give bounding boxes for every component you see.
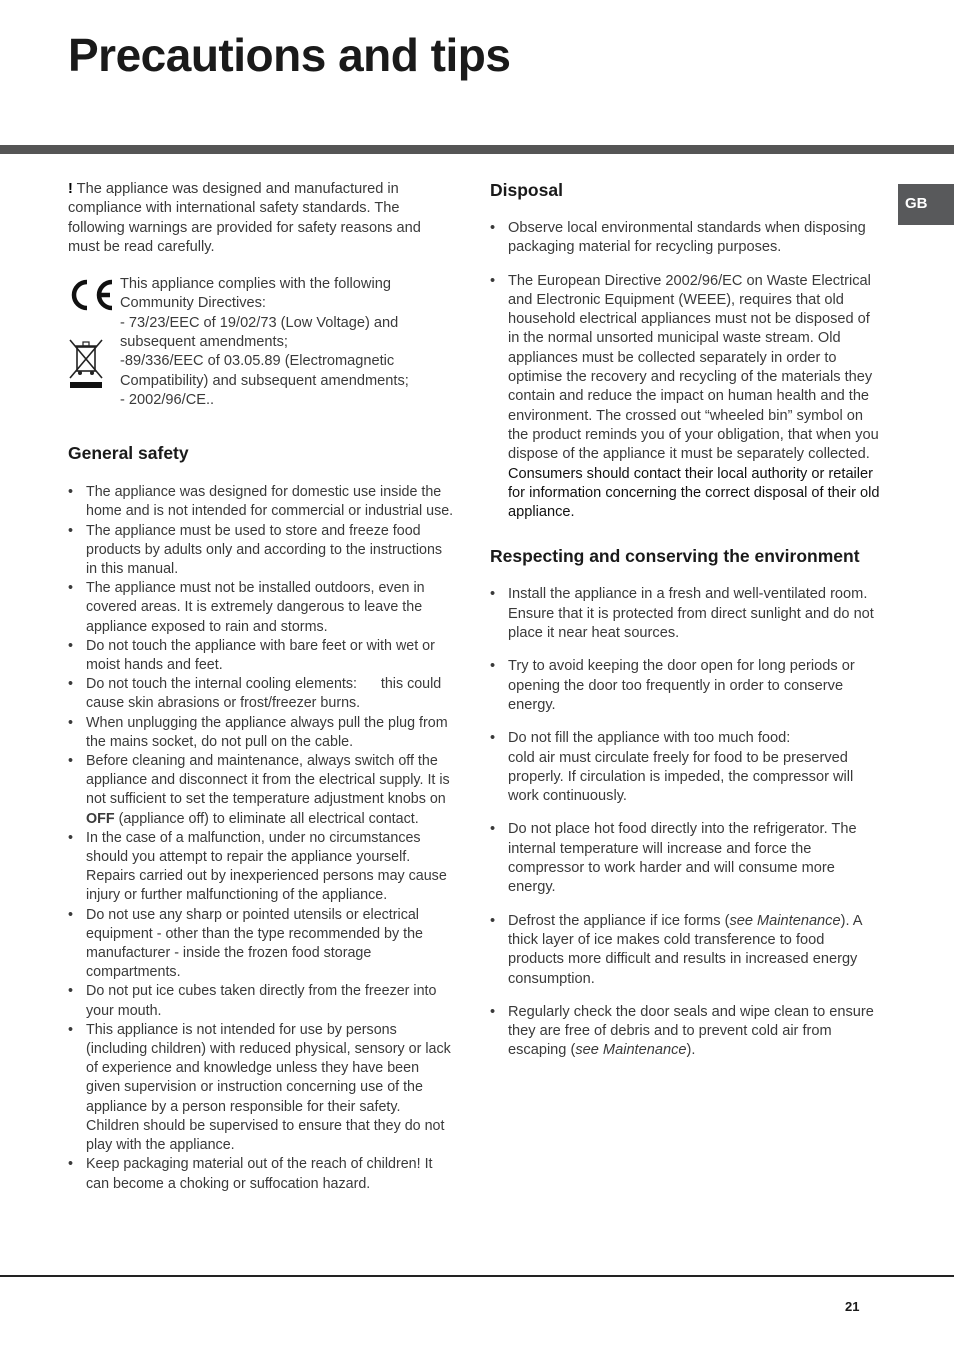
- list-item: [68, 1021, 456, 1155]
- list-item: [68, 675, 456, 713]
- list-item: [490, 912, 880, 989]
- bullet: •: [490, 730, 496, 747]
- intro-paragraph: [68, 180, 456, 257]
- directives-block: [68, 275, 456, 407]
- list-item: [68, 752, 456, 829]
- list-item-text: This appliance is not intended for use by persons (including children) with reduced physical, sensory or lack of experience and knowledge unless they have been given supervision or instruction concerning use of the appliance by a person responsible for their safety. Children should be supervised to ensure that they do not play with the appliance.: [86, 1021, 451, 1154]
- list-item-text: The European Directive 2002/96/EC on Waste Electrical and Electronic Equipment (WEEE), requires that old household electrical appliances must not be disposed of in the normal unsorted municipal waste stream. Old appliances must be collected separately in order to optimise the recovery and recycling of the materials they contain and reduce the impact on human health and the environment. The crossed out “wheeled bin” symbol on the product reminds you of your obligation, that when you dispose of the appliance it must be separately collected.: [508, 272, 879, 463]
- list-item-text: Keep packaging material out of the reach of children! It can become a choking or suffocation hazard.: [86, 1156, 433, 1192]
- list-item-text: Install the appliance in a fresh and well-ventilated room. Ensure that it is protected from direct sunlight and do not place it near heat sources.: [508, 586, 874, 642]
- cleaning-text-after: (appliance off) to eliminate all electrical contact.: [114, 810, 419, 827]
- bullet: •: [68, 714, 74, 731]
- bullet: •: [68, 983, 74, 1000]
- list-item: [68, 1155, 456, 1193]
- bullet: •: [68, 753, 74, 770]
- bullet: •: [68, 1021, 74, 1038]
- list-item-text: [86, 753, 450, 827]
- list-item: [68, 579, 456, 637]
- bullet: •: [68, 906, 74, 923]
- bullet: •: [68, 676, 74, 693]
- directive-line: - 73/23/EEC of 19/02/73 (Low Voltage) and subsequent amendments;: [120, 314, 399, 351]
- disposal-list: [490, 219, 880, 522]
- environment-heading: Respecting and conserving the environment: [490, 546, 860, 567]
- list-item: [490, 729, 880, 806]
- list-item: [68, 714, 456, 752]
- directive-line: -89/336/EEC of 03.05.89 (Electromagnetic Compatibility) and subsequent amendments;: [120, 353, 409, 389]
- defrost-text-after: ). A thick layer of ice makes cold transference to food products more difficult and results in increased energy consumption.: [508, 912, 862, 987]
- seals-text-after: ).: [686, 1042, 696, 1059]
- list-item-text: When unplugging the appliance always pull the plug from the mains socket, do not pull on the cable.: [86, 714, 448, 750]
- maintenance-reference: see Maintenance: [729, 912, 841, 929]
- directives-text: [120, 275, 460, 410]
- bullet: •: [490, 658, 496, 675]
- page-title: Precautions and tips: [68, 29, 511, 81]
- list-item-text: Do not place hot food directly into the refrigerator. The internal temperature will increase and force the compressor to work harder and will consume more energy.: [508, 821, 857, 896]
- list-item: [490, 820, 880, 897]
- crossed-bin-icon: [68, 335, 104, 389]
- bullet: •: [68, 580, 74, 597]
- list-item-text: In the case of a malfunction, under no circumstances should you attempt to repair the appliance yourself. Repairs carried out by inexperienced persons may cause injury or further malfunctioning of the appliance.: [86, 829, 447, 904]
- language-tab: GB: [898, 184, 954, 225]
- bullet: •: [490, 912, 496, 929]
- intro-text: The appliance was designed and manufactured in compliance with international safety standards. The following warnings are provided for safety reasons and must be read carefully.: [68, 181, 421, 255]
- bullet: •: [490, 1003, 496, 1020]
- header-rule: [0, 145, 954, 154]
- bullet: •: [490, 220, 496, 236]
- list-item-text: The appliance must not be installed outdoors, even in covered areas. It is extremely dangerous to leave the appliance exposed to rain and storms.: [86, 580, 425, 635]
- left-column: [68, 180, 456, 1194]
- bullet: •: [490, 821, 496, 838]
- list-item: [490, 585, 880, 643]
- bullet: •: [490, 272, 496, 289]
- bullet: •: [490, 586, 496, 603]
- list-item: [68, 637, 456, 675]
- right-column: [490, 180, 880, 1075]
- list-item: [490, 272, 880, 523]
- list-item-text: Do not use any sharp or pointed utensils or electrical equipment - other than the type recommended by the manufacturer - inside the frozen food storage compartments.: [86, 906, 423, 981]
- list-item-text: Do not put ice cubes taken directly from the freezer into your mouth.: [86, 983, 437, 1019]
- bullet: •: [68, 829, 74, 846]
- bullet: •: [68, 484, 74, 501]
- list-item: [490, 219, 880, 258]
- off-label: OFF: [86, 810, 115, 827]
- list-item-text: Do not fill the appliance with too much food:: [508, 730, 791, 747]
- list-item-text: [508, 1004, 874, 1059]
- list-item-text: Consumers should contact their local authority or retailer for information concerning the correct disposal of their old appliance.: [508, 465, 880, 521]
- list-item: [68, 982, 456, 1020]
- list-item: [68, 906, 456, 983]
- list-item: [68, 483, 456, 521]
- bullet: •: [68, 1156, 74, 1173]
- cleaning-text-before: Before cleaning and maintenance, always switch off the appliance and disconnect it from the electrical supply. It is not sufficient to set the temperature adjustment knobs on: [86, 753, 450, 808]
- defrost-text-before: Defrost the appliance if ice forms (: [508, 912, 730, 929]
- list-item: [490, 1003, 880, 1061]
- list-item-text: [508, 913, 862, 987]
- page-number: 21: [845, 1299, 860, 1314]
- list-item: [490, 657, 880, 715]
- environment-list: [490, 585, 880, 1060]
- disposal-heading: Disposal: [490, 180, 563, 200]
- bullet: •: [68, 637, 74, 654]
- bullet: •: [68, 522, 74, 539]
- list-item-text: The appliance was designed for domestic use inside the home and is not intended for commercial or industrial use.: [86, 484, 454, 520]
- list-item: [68, 522, 456, 580]
- directive-line: - 2002/96/CE..: [120, 391, 215, 408]
- list-item: [68, 829, 456, 906]
- ce-mark-icon: [68, 277, 116, 313]
- maintenance-reference: see Maintenance: [575, 1042, 687, 1059]
- list-item-text: Try to avoid keeping the door open for long periods or opening the door too frequently in order to conserve energy.: [508, 658, 855, 713]
- list-item-text: Do not touch the appliance with bare feet or with wet or moist hands and feet.: [86, 637, 435, 674]
- directive-line: This appliance complies with the following Community Directives:: [120, 276, 391, 312]
- footer-rule: [0, 1275, 954, 1277]
- seals-text-before: Regularly check the door seals and wipe clean to ensure they are free of debris and to prevent cold air from escaping (: [508, 1003, 874, 1059]
- general-safety-list: [68, 483, 456, 1194]
- list-item-text: Do not touch the internal cooling elements: this could cause skin abrasions or frost/freezer burns.: [86, 676, 446, 712]
- list-item-text: Observe local environmental standards when disposing packaging material for recycling purposes.: [508, 220, 866, 256]
- general-safety-heading: General safety: [68, 443, 189, 464]
- warning-mark: !: [68, 181, 73, 197]
- list-item-text: The appliance must be used to store and freeze food products by adults only and according to the instructions in this manual.: [86, 522, 443, 577]
- list-item-text: cold air must circulate freely for food to be preserved properly. If circulation is impeded, the compressor will work continuously.: [508, 749, 854, 805]
